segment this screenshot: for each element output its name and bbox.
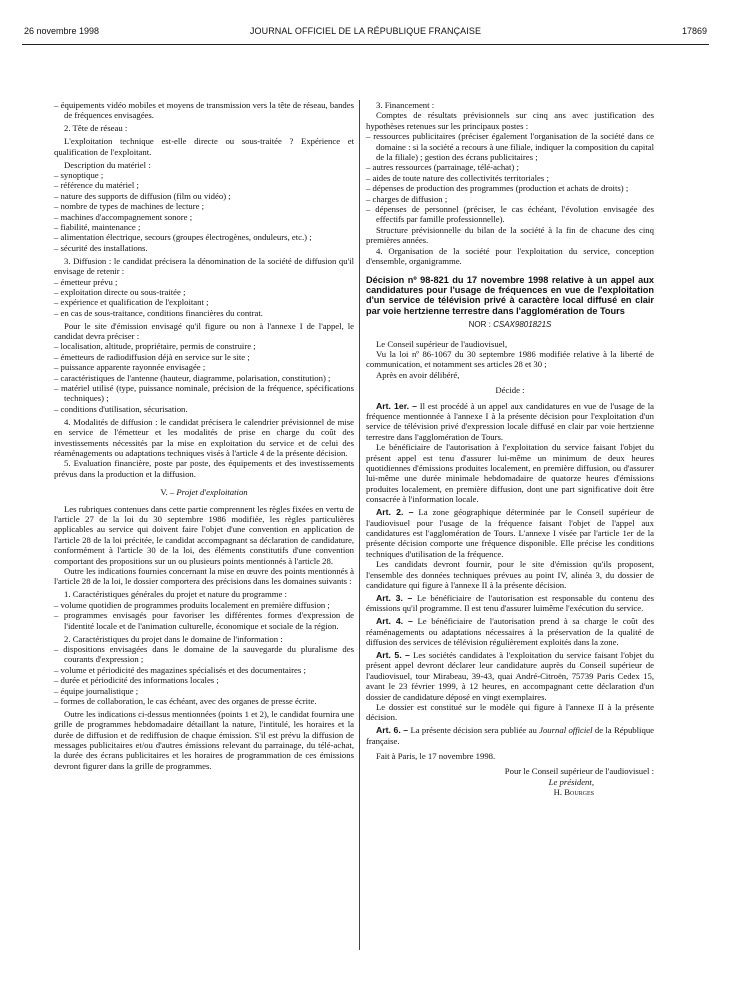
list-item: – exploitation directe ou sous-traitée ;	[54, 286, 186, 297]
list-item: – émetteur prévu ;	[54, 276, 118, 287]
nor-reference	[366, 320, 654, 330]
article-label: Art. 4. –	[376, 616, 413, 627]
section-title	[54, 487, 354, 497]
paragraph: Le Conseil supérieur de l'audiovisuel,	[376, 338, 508, 349]
article-text: La zone géographique déterminée par le Conseil supérieur de l'audiovisuel pour l'usage de la fréquence faisant l'objet de l'appel aux candidatures est l'agglomération de Tours. L'annexe I visée par l'article 1er de la présente décision comporte une fréquence disponible. Elle précise les conditions techniques d'utilisation de la fréquence.	[366, 507, 654, 559]
list-item: – sécurité des installations.	[54, 242, 148, 253]
paragraph: Pour le site d'émission envisagé qu'il figure ou non à l'annexe I de l'appel, le candidat devra préciser :	[54, 320, 354, 342]
paragraph: 4. Modalités de diffusion : le candidat précisera le calendrier prévisionnel de mise en service de l'émetteur et les modalités de prise en charge du coût des investissements nécessités par la mise en exploitation du service et de celui des réaménagements ou adaptations techniques visés à l'article 4 de la présente décision.	[54, 416, 354, 458]
paragraph: Outre les indications ci-dessus mentionnées (points 1 et 2), le candidat fournira une grille de programmes hebdomadaire détaillant la nature, l'intitulé, les horaires et la durée de diffusion et de rediffusion de chaque émission. S'il est prévu la diffusion de messages publicitaires et/ou d'autres émissions relevant du parrainage, du télé-achat, la durée des écrans publicitaires et les horaires de programmation de ces émissions devront figurer dans la grille de programmes.	[54, 708, 354, 771]
paragraph: L'exploitation technique est-elle directe ou sous-traitée ? Expérience et qualification de l'exploitant.	[54, 136, 354, 157]
paragraph: 1. Caractéristiques générales du projet et nature du programme :	[64, 589, 287, 600]
header-date: 26 novembre 1998	[24, 26, 100, 36]
article-text-post: de la République française.	[366, 725, 655, 746]
signature-line: Pour le Conseil supérieur de l'audiovisuel :	[504, 766, 654, 777]
page-header	[14, 26, 717, 40]
list-item: – équipe journalistique ;	[54, 685, 139, 696]
article-label: Art. 3. –	[376, 592, 413, 603]
paragraph: Vu la loi nº 86-1067 du 30 septembre 1986 modifiée relative à la liberté de communication, et notamment ses articles 28 et 30 ;	[366, 348, 654, 370]
paragraph: Les candidats devront fournir, pour le site d'émission qu'ils proposent, l'ensemble des données techniques prévues au point IV, alinéa 3, du dossier de candidature qui figure à l'annexe II à la présente décision.	[366, 559, 654, 590]
list-item: – localisation, altitude, propriétaire, permis de construire ;	[54, 341, 256, 352]
article-text: Le bénéficiaire de l'autorisation prend à sa charge le coût des réaménagements ou adaptations nécessaires à la préservation de la qualité de diffusion des services de télévision régulièrement exploités dans la zone.	[366, 616, 654, 647]
list-item: – en cas de sous-traitance, conditions financières du contrat.	[54, 307, 263, 318]
right-column	[366, 100, 654, 798]
paragraph: Les rubriques contenues dans cette partie comprennent les règles fixées en vertu de l'article 27 de la loi du 30 septembre 1986 modifiée, les règles particulières applicables au service qui doivent faire l'objet d'une convention en application de l'article 28 de la loi précitée, le candidat accompagnant sa déclaration de candidature, conformément à l'article 30 de la loi, des éléments constitutifs d'une convention comportant des propositions sur un ou plusieurs points mentionnés à l'article 28.	[54, 503, 354, 566]
signature-name: H. Bourges	[553, 787, 594, 798]
list-item: – machines d'accompagnement sonore ;	[54, 211, 193, 222]
article-2	[366, 507, 654, 559]
section-title-text: Projet d'exploitation	[176, 487, 248, 498]
paragraph: 4. Organisation de la société pour l'exploitation du service, conception d'ensemble, organigramme.	[366, 245, 654, 267]
article-3	[366, 593, 654, 614]
column-divider	[359, 100, 360, 950]
article-label: Art. 6. –	[376, 725, 409, 736]
list-item: – dépenses de personnel (préciser, le cas échéant, l'évolution envisagée des effectifs par famille professionnelle).	[366, 204, 654, 225]
list-item: – expérience et qualification de l'exploitant ;	[54, 297, 209, 308]
list-item: – durée et périodicité des informations locales ;	[54, 675, 219, 686]
list-item: – nature des supports de diffusion (film ou vidéo) ;	[54, 190, 231, 201]
list-item: – dispositions envisagées dans le domaine de la sauvegarde du pluralisme des courants d'expression ;	[54, 643, 354, 665]
list-item: – alimentation électrique, secours (groupes électrogènes, onduleurs, etc.) ;	[54, 232, 312, 243]
list-item: – autres ressources (parrainage, télé-achat) ;	[366, 162, 519, 173]
article-label: Art. 2. –	[376, 507, 414, 518]
list-item: – aides de toute nature des collectivités territoriales ;	[366, 172, 549, 183]
list-item: – matériel utilisé (type, puissance nominale, précision de la fréquence, spécifications techniques) ;	[54, 383, 354, 404]
article-text-pre: La présente décision sera publiée au	[410, 725, 540, 736]
date-place: Fait à Paris, le 17 novembre 1998.	[376, 751, 496, 762]
paragraph: Description du matériel :	[64, 159, 151, 170]
decision-title: Décision nº 98-821 du 17 novembre 1998 relative à un appel aux candidatures pour l'usage de fréquences en vue de l'exploitation d'un service de télévision privé à caractère local diffusé en clair par voie hertzienne terrestre dans l'agglomération de Tours	[366, 274, 654, 316]
article-text: Le bénéficiaire de l'autorisation est responsable du contenu des émissions qu'il programme. Il est tenu d'assurer luimême l'exécution du service.	[366, 592, 655, 614]
list-item: – puissance apparente rayonnée envisagée ;	[54, 362, 206, 373]
article-text: Les sociétés candidates à l'exploitation du service faisant l'objet du présent appel devront déclarer leur candidature auprès du Conseil supérieur de l'audiovisuel, tour Mirabeau, 39-43, quai André-Citroën, 75739 Paris Cedex 15, avant le 23 février 1999, à 12 heures, en accompagnant cette déclaration d'un dossier de candidature déposé en vingt exemplaires.	[366, 649, 655, 702]
list-item: – charges de diffusion ;	[366, 193, 448, 204]
section-number: V. –	[160, 487, 175, 498]
paragraph: 2. Caractéristiques du projet dans le domaine de l'information :	[64, 633, 283, 644]
header-page-number: 17869	[681, 26, 707, 36]
journal-officiel-ref: Journal officiel	[539, 725, 593, 736]
nor-code: CSAX9801821S	[493, 320, 552, 330]
paragraph: 2. Tête de réseau :	[64, 123, 128, 134]
list-item: – caractéristiques de l'antenne (hauteur, diagramme, polarisation, constitution) ;	[54, 372, 331, 383]
article-6	[366, 725, 654, 746]
paragraph: Le bénéficiaire de l'autorisation à l'exploitation du service faisant l'objet du présent appel est tenu d'assurer lui-même un minimum de deux heures quotidiennes d'émissions produites localement, en première diffusion, ou d'assurer lui-même une durée minimale hebdomadaire de quatorze heures d'émissions produites localement, en première diffusion, dont une part significative doit être consacrée à l'information locale.	[366, 442, 654, 505]
article-label: Art. 5. –	[376, 649, 410, 660]
list-item: – ressources publicitaires (préciser également l'organisation de la société dans ce domaine : si la société a recours à une filiale, indiquer la composition du capital de la filiale) ; gestion des écrans publicitaires ;	[366, 131, 654, 163]
nor-label: NOR :	[468, 320, 491, 330]
list-item: – dépenses de production des programmes (production et achats de droits) ;	[366, 183, 629, 194]
signature-role-text: Le président,	[548, 776, 594, 787]
list-item: – référence du matériel ;	[54, 180, 139, 191]
header-rule	[22, 44, 709, 45]
paragraph: Outre les indications fournies concernant la mise en œuvre des points mentionnés à l'article 28 de la loi, le dossier comportera des précisions dans les domaines suivants :	[54, 566, 354, 587]
paragraph: Après en avoir délibéré,	[376, 369, 460, 380]
paragraph: 3. Financement :	[376, 100, 435, 110]
article-1	[366, 401, 654, 443]
signature-role	[366, 777, 654, 787]
list-item: – programmes envisagés pour favoriser les différentes formes d'expression de l'identité locale et de l'animation culturelle, économique et sociale de la région.	[54, 610, 354, 631]
list-item: – fiabilité, maintenance ;	[54, 221, 141, 232]
paragraph: 5. Evaluation financière, poste par poste, des équipements et des investissements prévus dans la production et la diffusion.	[54, 458, 354, 479]
paragraph: Comptes de résultats prévisionnels sur cinq ans avec justification des hypothèses retenues sur les principaux postes :	[366, 110, 654, 131]
article-4	[366, 616, 654, 647]
list-item: – synoptique ;	[54, 169, 104, 180]
paragraph: Structure prévisionnelle du bilan de la société à la fin de chacune des cinq premières années.	[366, 224, 654, 246]
list-item: – émetteurs de radiodiffusion déjà en service sur le site ;	[54, 351, 250, 362]
paragraph: Le dossier est constitué sur le modèle qui figure à l'annexe II à la présente décision.	[366, 701, 654, 723]
article-text: Il est procédé à un appel aux candidatures en vue de l'usage de la fréquence mentionnée à l'annexe I à la présente décision pour l'exploitation d'un service de télévision privé d'expression locale diffusé en clair par voie hertzienne terrestre dans l'agglomération de Tours.	[366, 400, 655, 442]
paragraph: 3. Diffusion : le candidat précisera la dénomination de la société de diffusion qu'il envisage de retenir :	[54, 255, 354, 277]
decide-heading: Décide :	[495, 385, 525, 396]
paragraph: – équipements vidéo mobiles et moyens de transmission vers la tête de réseau, bandes de fréquences envisagées.	[54, 100, 354, 121]
list-item: – volume et périodicité des magazines spécialisés et des documentaires ;	[54, 664, 306, 675]
list-item: – formes de collaboration, le cas échéant, avec des organes de presse écrite.	[54, 695, 317, 706]
list-item: – volume quotidien de programmes produits localement en première diffusion ;	[54, 599, 330, 610]
header-title: JOURNAL OFFICIEL DE LA RÉPUBLIQUE FRANÇAISE	[249, 26, 482, 36]
list-item: – nombre de types de machines de lecture ;	[54, 201, 205, 212]
article-5	[366, 650, 654, 702]
article-label: Art. 1er. –	[376, 400, 417, 411]
list-item: – conditions d'utilisation, sécurisation.	[54, 403, 188, 414]
left-column	[54, 100, 354, 771]
